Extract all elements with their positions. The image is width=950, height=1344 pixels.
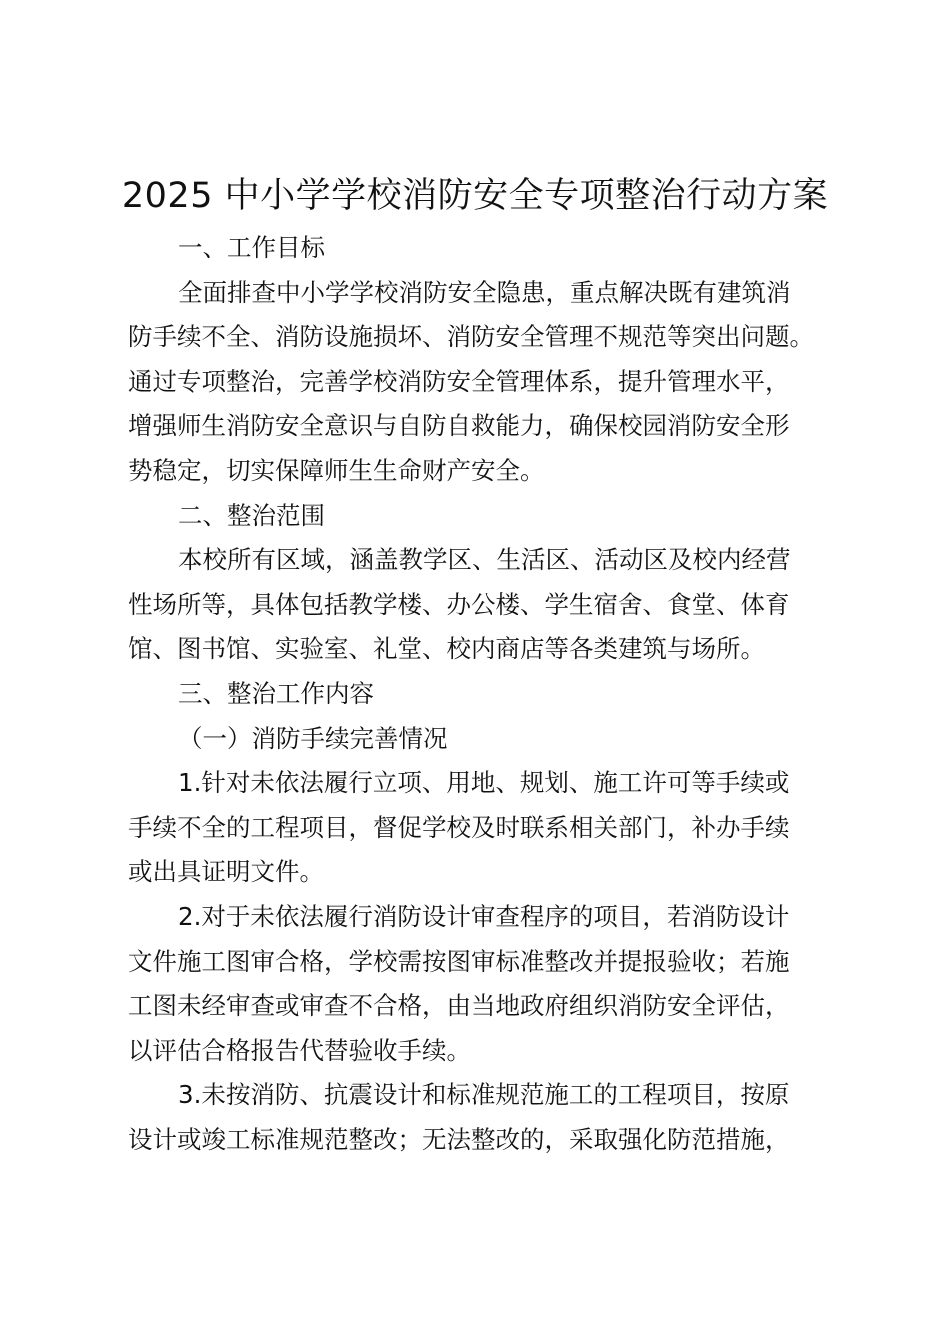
paragraph-line: 2.对于未依法履行消防设计审查程序的项目，若消防设计 bbox=[178, 901, 790, 931]
paragraph-line: 防手续不全、消防设施损坏、消防安全管理不规范等突出问题。 bbox=[128, 322, 814, 352]
section-heading-content: 三、整治工作内容 bbox=[178, 678, 374, 708]
paragraph-line: 性场所等，具体包括教学楼、办公楼、学生宿舍、食堂、体育 bbox=[128, 589, 790, 619]
paragraph-line: 本校所有区域，涵盖教学区、生活区、活动区及校内经营 bbox=[178, 545, 791, 575]
document-title: 2025 中小学学校消防安全专项整治行动方案 bbox=[121, 176, 829, 216]
paragraph-line: 增强师生消防安全意识与自防自救能力，确保校园消防安全形 bbox=[128, 411, 790, 441]
section-heading-goals: 一、工作目标 bbox=[178, 233, 325, 262]
paragraph-line: 工图未经审查或审查不合格，由当地政府组织消防安全评估， bbox=[128, 991, 790, 1021]
paragraph-line: 馆、图书馆、实验室、礼堂、校内商店等各类建筑与场所。 bbox=[128, 634, 765, 664]
paragraph-line: 手续不全的工程项目，督促学校及时联系相关部门，补办手续 bbox=[128, 812, 790, 842]
paragraph-line: 设计或竣工标准规范整改；无法整改的，采取强化防范措施， bbox=[128, 1124, 790, 1154]
paragraph-line: 或出具证明文件。 bbox=[128, 857, 324, 887]
paragraph-line: 3.未按消防、抗震设计和标准规范施工的工程项目，按原 bbox=[178, 1080, 790, 1110]
paragraph-line: 势稳定，切实保障师生生命财产安全。 bbox=[128, 455, 545, 485]
paragraph-line: 通过专项整治，完善学校消防安全管理体系，提升管理水平， bbox=[128, 366, 790, 396]
paragraph-line: 全面排查中小学学校消防安全隐患，重点解决既有建筑消 bbox=[178, 277, 791, 307]
subsection-heading: （一）消防手续完善情况 bbox=[178, 723, 448, 753]
paragraph-line: 以评估合格报告代替验收手续。 bbox=[128, 1035, 471, 1065]
section-heading-scope: 二、整治范围 bbox=[178, 500, 325, 530]
paragraph-line: 文件施工图审合格，学校需按图审标准整改并提报验收；若施 bbox=[128, 946, 790, 976]
document-body bbox=[128, 226, 848, 1162]
paragraph-line: 1.针对未依法履行立项、用地、规划、施工许可等手续或 bbox=[178, 768, 790, 798]
